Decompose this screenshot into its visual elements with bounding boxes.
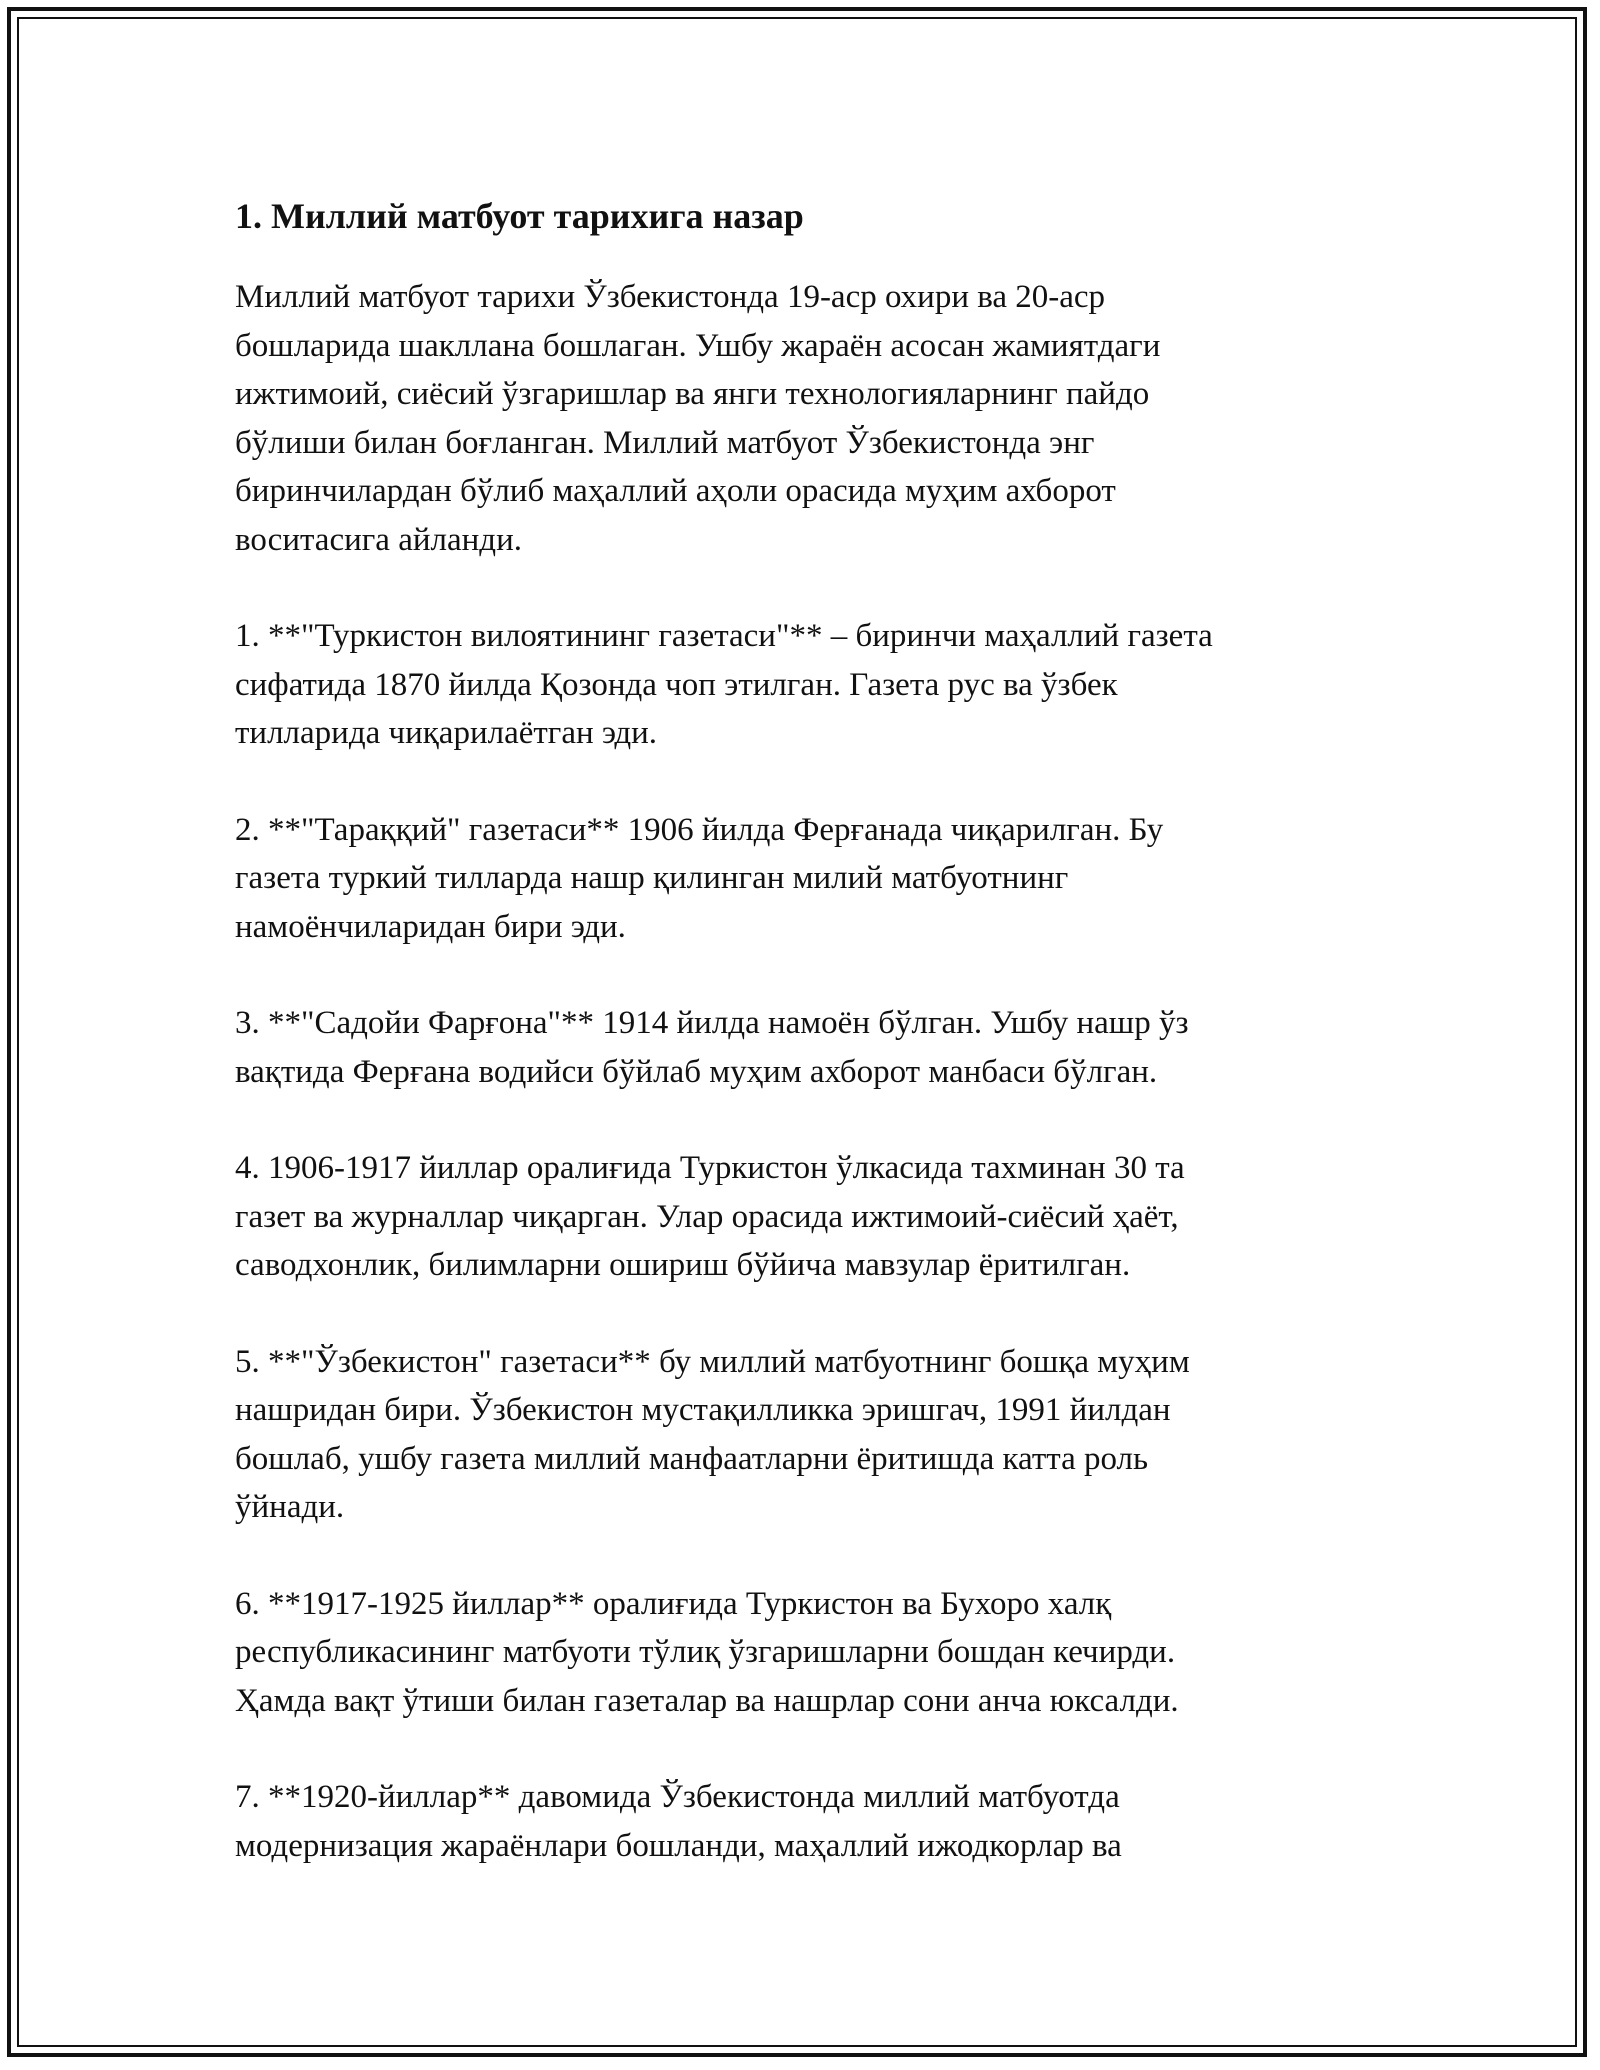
list-item-2: 2. **"Тараққий" газетаси** 1906 йилда Ферғанада чиқарилган. Бу газета туркий тилларда нашр қилинган милий матбуотнинг намоёнчиларидан бири эди. xyxy=(235,811,1164,945)
intro-paragraph: Миллий матбуот тарихи Ўзбекистонда 19-аср охири ва 20-аср бошларида шакллана бошлаган. Ушбу жараён асосан жамиятдаги ижтимоий, сиёсий ўзгаришлар ва янги технологияларнинг пайдо бўлиши билан боғланган. Миллий матбуот Ўзбекистонда энг биринчилардан бўлиб маҳаллий аҳоли орасида муҳим ахборот воситасига айланди. xyxy=(235,279,1161,558)
list-item-3: 3. **"Садойи Фарғона"** 1914 йилда намоён бўлган. Ушбу нашр ўз вақтида Ферғана водийси бўйлаб муҳим ахборот манбаси бўлган. xyxy=(235,1005,1189,1090)
list-item-6: 6. **1917-1925 йиллар** оралиғида Туркистон ва Бухоро халқ республикасининг матбуоти тўлиқ ўзгаришларни бошдан кечирди. Ҳамда вақт ўтиши билан газеталар ва нашрлар сони анча юксалди. xyxy=(235,1585,1179,1719)
list-item-5: 5. **"Ўзбекистон" газетаси** бу миллий матбуотнинг бошқа муҳим нашридан бири. Ўзбекистон мустақилликка эришгач, 1991 йилдан бошлаб, ушбу газета миллий манфаатларни ёритишда катта роль ўйнади. xyxy=(235,1343,1190,1525)
list-item-1: 1. **"Туркистон вилоятининг газетаси"** – биринчи маҳаллий газета сифатида 1870 йилда Қозонда чоп этилган. Газета рус ва ўзбек тилларида чиқарилаётган эди. xyxy=(235,618,1213,751)
section-heading: 1. Миллий матбуот тарихига назар xyxy=(235,196,804,236)
list-item-7: 7. **1920-йиллар** давомида Ўзбекистонда миллий матбуотда модернизация жараёнлари бошланди, маҳаллий ижодкорлар ва xyxy=(235,1779,1122,1864)
document-body xyxy=(235,188,1365,1918)
list-item-4: 4. 1906-1917 йиллар оралиғида Туркистон ўлкасида тахминан 30 та газет ва журналлар чиқарган. Улар орасида ижтимоий-сиёсий ҳаёт, саводхонлик, билимларни ошириш бўйича мавзулар ёритилган. xyxy=(235,1150,1185,1283)
